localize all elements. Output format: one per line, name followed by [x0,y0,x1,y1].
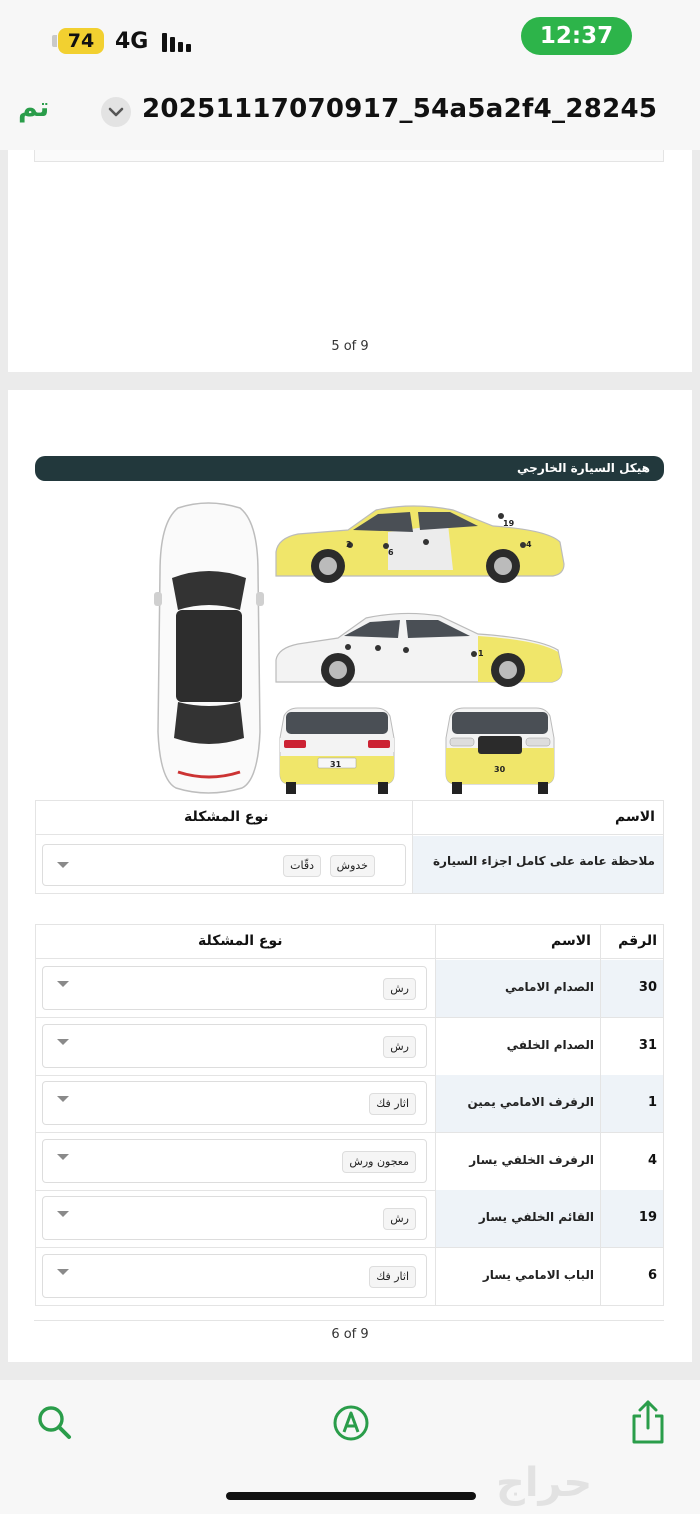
share-icon[interactable] [628,1398,668,1446]
part-name: الصدام الامامي [504,980,594,994]
dropdown-caret-icon[interactable] [57,1039,69,1045]
table-row [36,1075,663,1132]
watermark-logo: حراج [496,1460,593,1506]
table-row [36,1018,663,1075]
done-button[interactable]: تم [18,92,50,123]
name-cell [436,1018,600,1075]
page-number: 5 of 9 [331,339,369,354]
parts-damage-table [35,924,664,1306]
column-header-issue-type: نوع المشكلة [198,933,283,949]
part-number: 4 [647,1152,657,1168]
markup-icon[interactable] [330,1402,372,1444]
table-row [36,960,663,1017]
table-header [36,801,663,835]
time-pill[interactable]: 12:37 [521,17,632,55]
table-row [36,1248,663,1305]
car-damage-diagram [148,502,568,802]
part-name: الرفرف الخلفي يسار [469,1152,594,1167]
dropdown-caret-icon[interactable] [57,1269,69,1275]
network-label: 4G [115,29,149,54]
number-cell [601,1133,663,1190]
issue-tag[interactable]: دقّات [283,855,321,877]
table-row [36,1190,663,1247]
damage-marker-30: 30 [494,765,506,774]
part-name: القائم الخلفي يسار [478,1210,594,1224]
title-menu-button[interactable] [101,97,131,127]
page-content-edge [34,150,664,162]
car-side-view-right [276,613,562,687]
battery-indicator: 74 [58,28,104,54]
status-bar [0,0,700,80]
part-number: 6 [647,1267,657,1283]
part-number: 1 [647,1095,657,1110]
table-header [36,925,663,959]
number-cell [601,1075,663,1132]
pdf-page-5 [8,150,692,372]
car-top-view [154,503,264,793]
name-cell [436,1075,600,1132]
section-header: هيكل السيارة الخارجي [35,456,664,481]
issue-tag[interactable]: رش [383,1036,416,1058]
number-cell [601,1190,663,1247]
column-header-number: الرقم [618,933,657,949]
part-name: الصدام الخلفي [506,1037,594,1052]
part-name: الباب الامامي يسار [482,1267,594,1282]
damage-marker-19: 19 [503,519,515,528]
dropdown-caret-icon[interactable] [57,1154,69,1160]
part-number: 30 [638,980,657,995]
chevron-down-icon [101,97,131,127]
name-cell [436,1248,600,1305]
page-number: 6 of 9 [331,1327,369,1342]
damage-marker-6: 6 [388,548,394,557]
number-cell [601,1248,663,1305]
table-row [36,1133,663,1190]
issue-tag[interactable]: اثار فك [369,1093,416,1115]
part-number: 19 [638,1210,657,1225]
general-note-name-cell [413,836,663,893]
number-cell [601,1018,663,1075]
damage-marker-2: 2 [346,540,352,549]
issue-tag[interactable]: معجون ورش [342,1151,416,1173]
car-side-view-left [276,506,564,583]
dropdown-caret-icon[interactable] [57,862,69,868]
issue-type-select[interactable] [42,1081,427,1125]
issue-type-select[interactable] [42,1254,427,1298]
battery-nub [52,35,57,47]
search-icon[interactable] [34,1402,76,1444]
number-cell [601,960,663,1017]
name-cell [436,960,600,1017]
damage-marker-1: 1 [478,649,484,658]
document-title: 20251117070917_54a5a2f4_28245 [142,94,658,124]
issue-type-select[interactable] [42,1196,427,1240]
pdf-page-6 [8,390,692,1362]
damage-marker-4: 4 [526,540,532,549]
issue-tag[interactable]: رش [383,978,416,1000]
dropdown-caret-icon[interactable] [57,1096,69,1102]
general-note-name: ملاحظة عامة على كامل اجزاء السيارة [432,854,655,868]
column-header-name: الاسم [615,809,655,825]
issue-type-select[interactable] [42,966,427,1010]
page-content-edge [34,1320,664,1321]
general-note-table [35,800,664,894]
car-rear-view [280,708,394,794]
damage-marker-31: 31 [330,760,342,769]
car-front-view [446,708,554,794]
home-indicator[interactable] [226,1492,476,1500]
signal-icon [160,30,200,54]
dropdown-caret-icon[interactable] [57,1211,69,1217]
issue-tag[interactable]: اثار فك [369,1266,416,1288]
issue-type-select[interactable] [42,1024,427,1068]
column-header-issue-type: نوع المشكلة [184,809,269,825]
name-cell [436,1133,600,1190]
nav-bar [0,80,700,150]
name-cell [436,1190,600,1247]
column-header-name: الاسم [551,933,591,949]
general-issue-select[interactable] [42,844,406,886]
issue-type-select[interactable] [42,1139,427,1183]
issue-tag[interactable]: خدوش [330,855,375,877]
part-name: الرفرف الامامي يمين [467,1095,594,1109]
issue-tag[interactable]: رش [383,1208,416,1230]
dropdown-caret-icon[interactable] [57,981,69,987]
part-number: 31 [638,1037,657,1053]
